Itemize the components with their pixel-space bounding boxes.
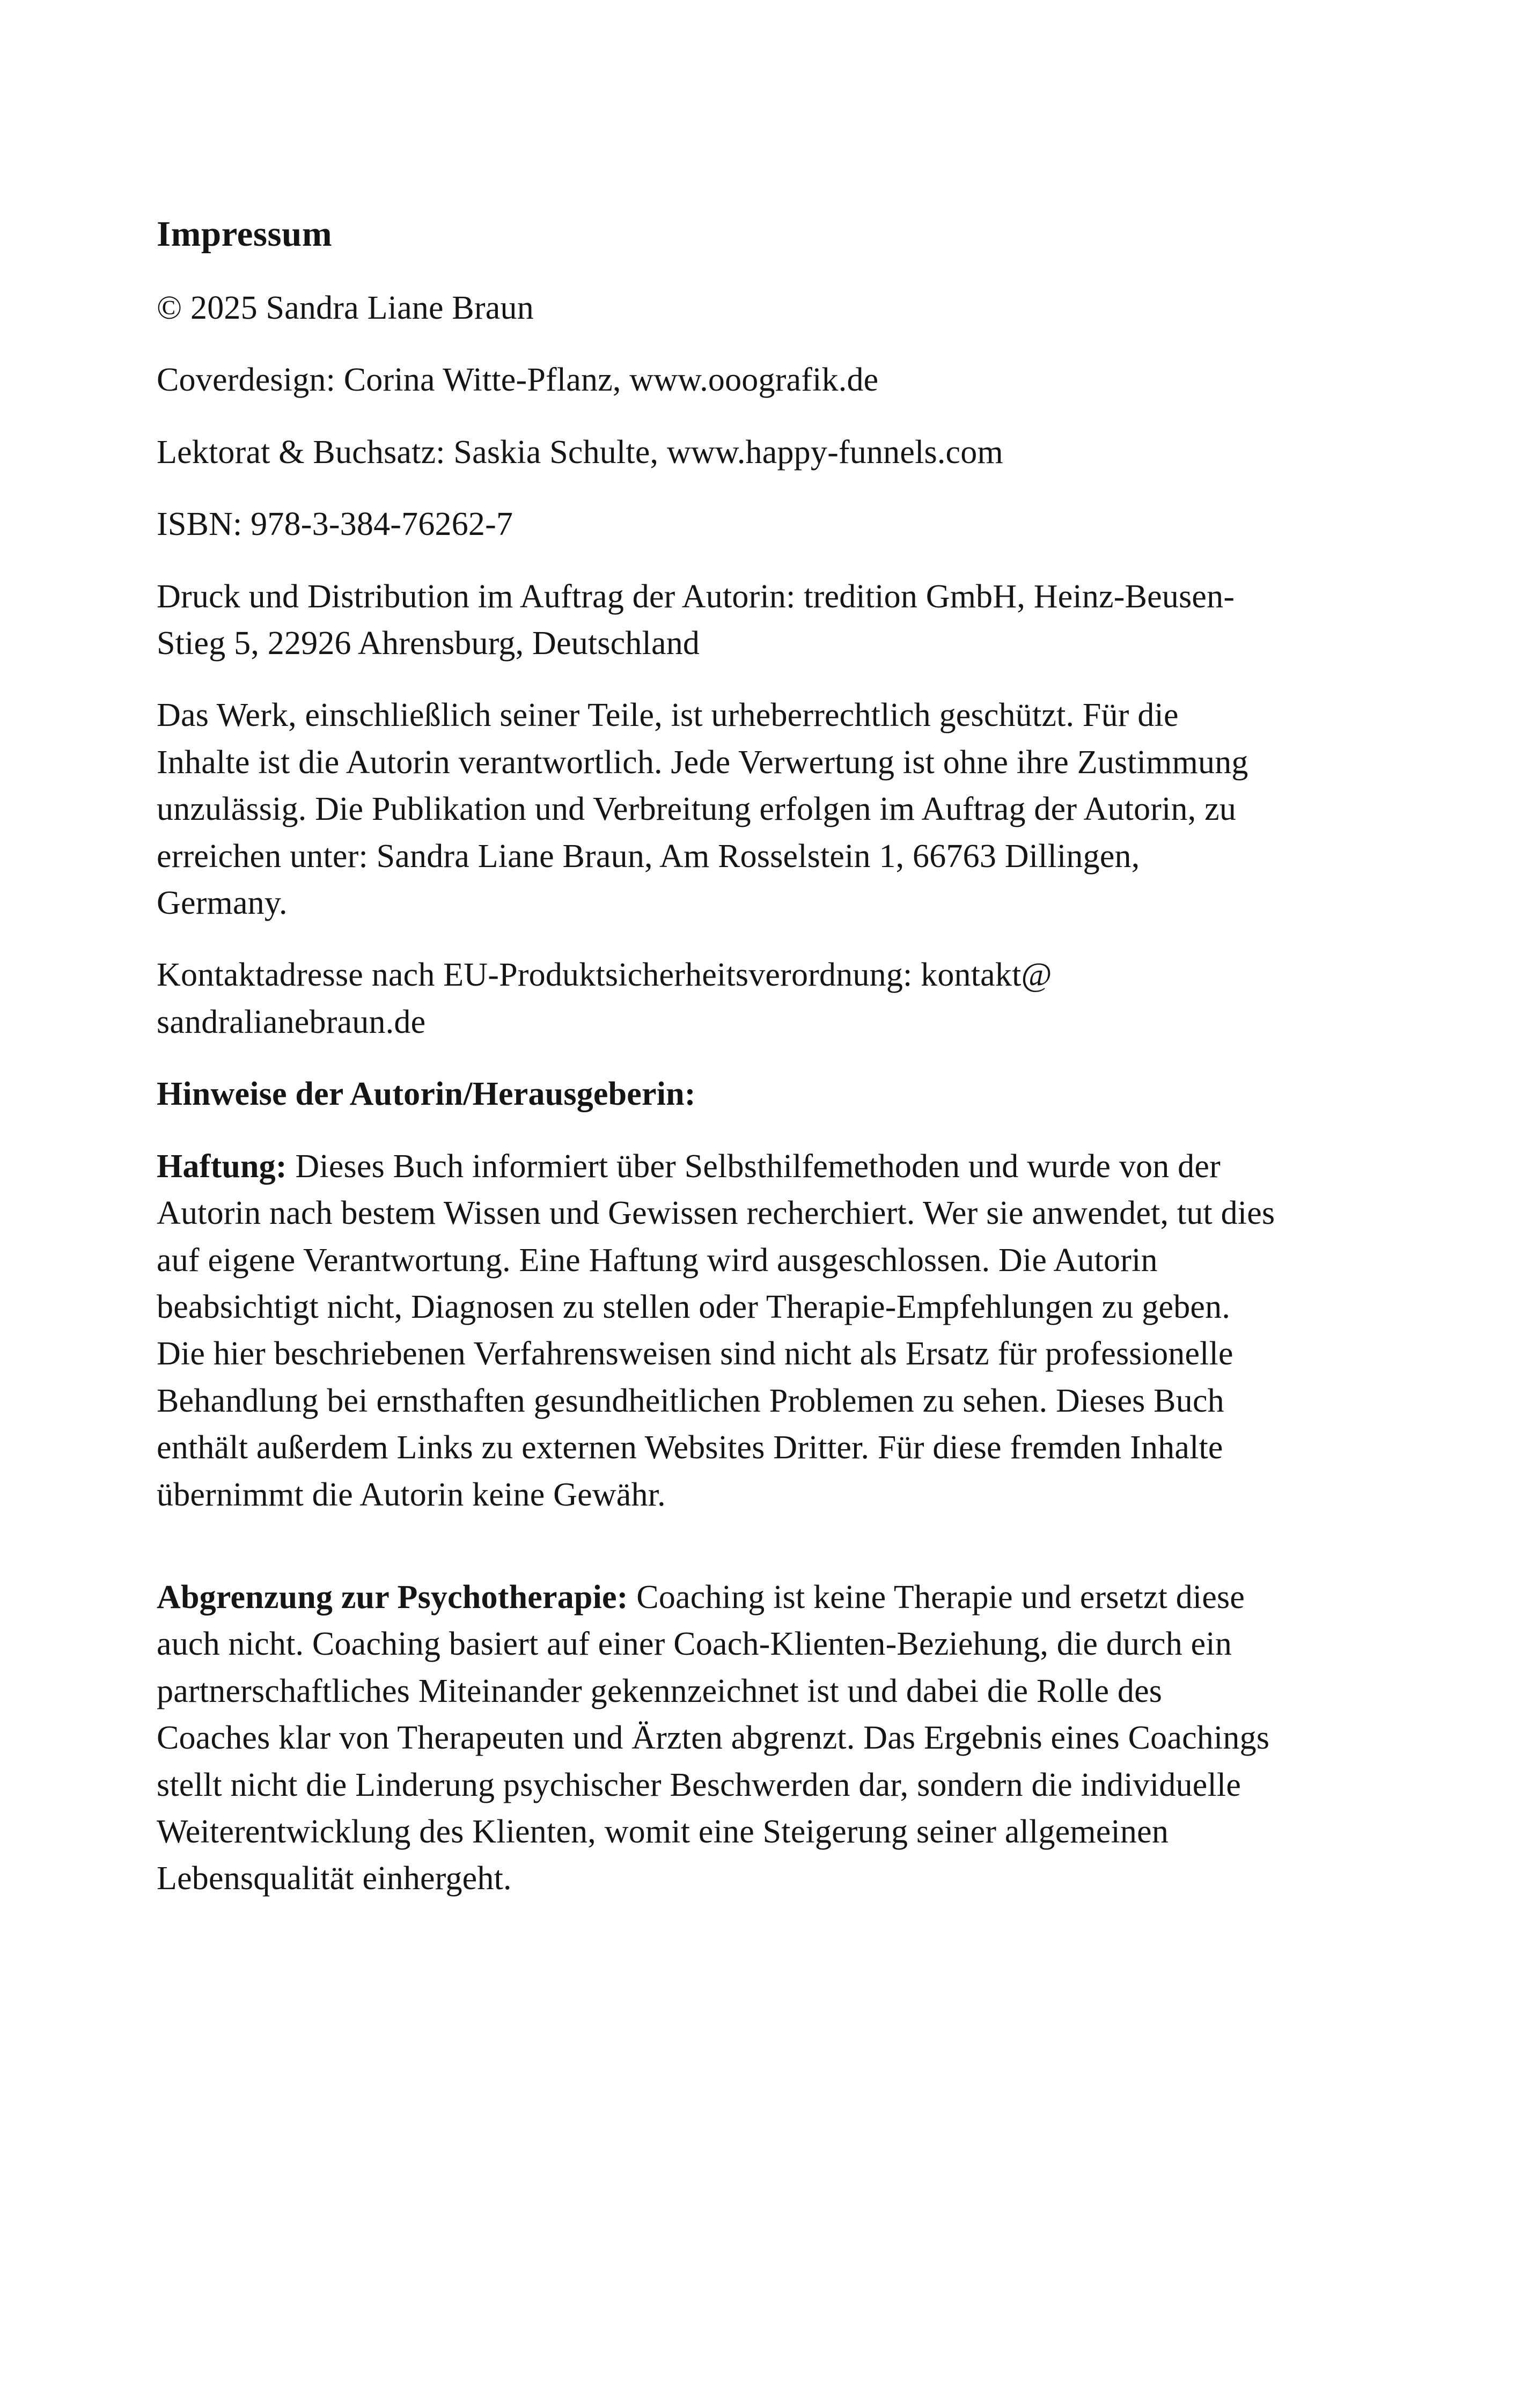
editing-line: Lektorat & Buchsatz: Saskia Schulte, www.happy-funnels.com [157,434,1003,471]
cover-design-line: Coverdesign: Corina Witte-Pflanz, www.ooografik.de [157,362,879,399]
rights-notice-paragraph: Das Werk, einschließlich seiner Teile, ist urheberrechtlich geschützt. Für die Inhalte ist die Autorin verantwortlich. Jede Verwertung ist ohne ihre Zustimmung unzulässig. Die Publikation und Verbreitung erfolgen im Auftrag der Autorin, zu erreichen unter: Sandra Liane Braun, Am Rosselstein 1, 66763 Dillingen, Germany. [157,697,1248,922]
therapy-disclaimer-paragraph [157,1574,1277,1903]
page-title: Impressum [157,214,333,254]
liability-paragraph [157,1143,1277,1518]
liability-text: Dieses Buch informiert über Selbsthilfemethoden und wurde von der Autorin nach bestem Wissen und Gewissen recherchiert. Wer sie anwendet, tut dies auf eigene Verantwortung. Eine Haftung wird ausgeschlossen. Die Autorin beabsichtigt nicht, Diagnosen zu stellen oder Therapie-Empfehlungen zu geben. Die hier beschriebenen Verfahrensweisen sind nicht als Ersatz für professionelle Behandlung bei ernsthaften gesundheitlichen Problemen zu sehen. Dieses Buch enthält außerdem Links zu externen Websites Dritter. Für diese fremden Inhalte übernimmt die Autorin keine Gewähr. [157,1148,1275,1513]
isbn-line: ISBN: 978-3-384-76262-7 [157,506,513,543]
liability-label: Haftung: [157,1148,287,1185]
therapy-disclaimer-text: Coaching ist keine Therapie und ersetzt diese auch nicht. Coaching basiert auf einer Coach-Klienten-Beziehung, die durch ein partnerschaftliches Miteinander gekennzeichnet ist und dabei die Rolle des Coaches klar von Therapeuten und Ärzten abgrenzt. Das Ergebnis eines Coachings stellt nicht die Linderung psychischer Beschwerden dar, sondern die individuelle Weiterentwicklung des Klienten, womit eine Steigerung seiner allgemeinen Lebensqualität einhergeht. [157,1579,1270,1897]
print-distribution-paragraph: Druck und Distribution im Auftrag der Autorin: tredition GmbH, Heinz-Beusen-Stieg 5, 22926 Ahrensburg, Deutschland [157,578,1235,662]
author-notes-heading: Hinweise der Autorin/Herausgeberin: [157,1076,696,1113]
therapy-disclaimer-label: Abgrenzung zur Psychotherapie: [157,1579,628,1616]
contact-notice-paragraph: Kontaktadresse nach EU-Produktsicherheitsverordnung: kontakt@ sandralianebraun.de [157,957,1052,1040]
copyright-line: © 2025 Sandra Liane Braun [157,290,534,326]
